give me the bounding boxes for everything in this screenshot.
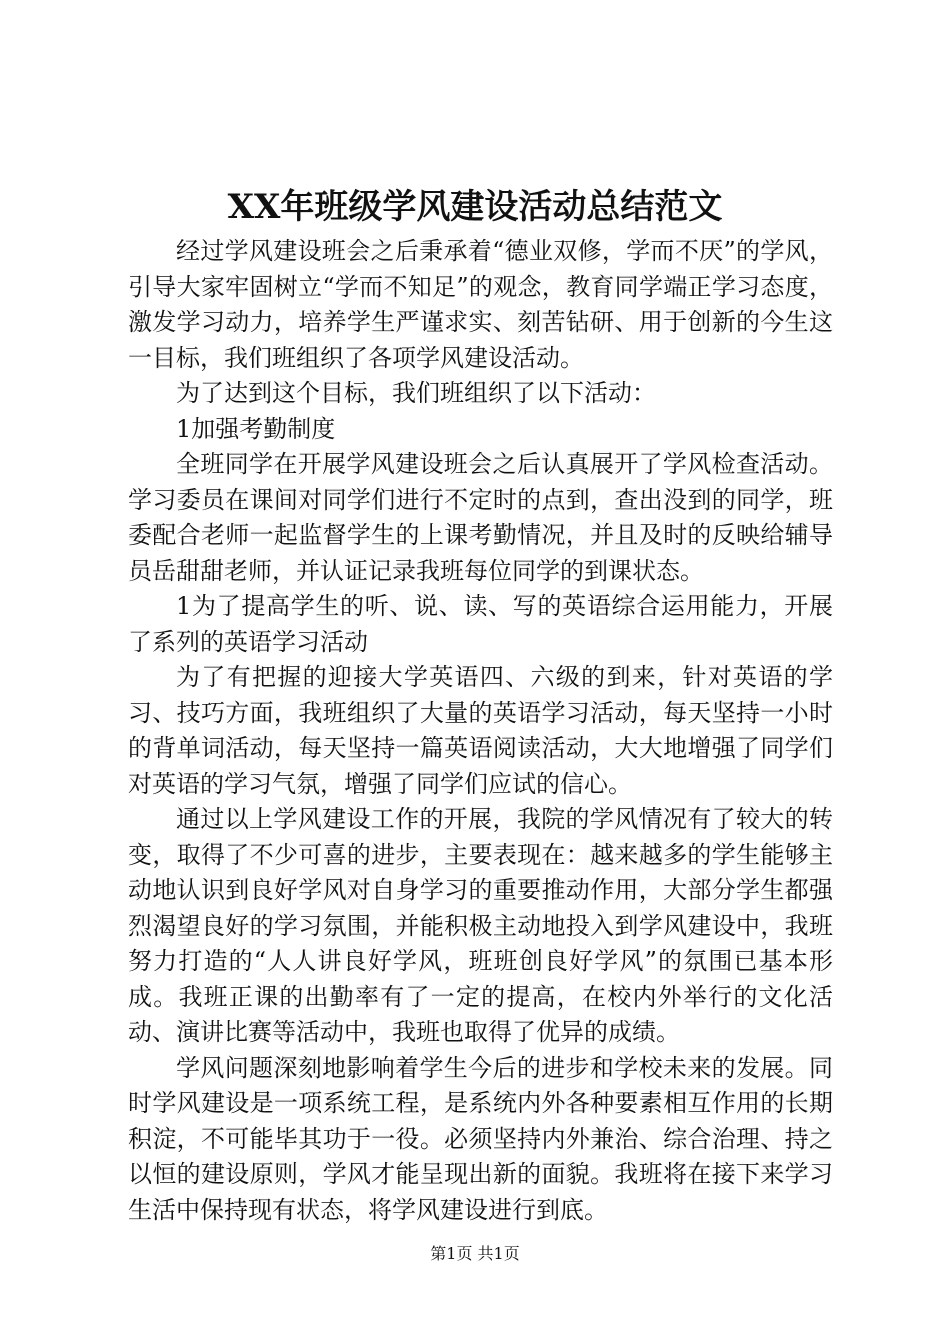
paragraph-results: 通过以上学风建设工作的开展，我院的学风情况有了较大的转变，取得了不少可喜的进步，主要表现在：越来越多的学生能够主动地认识到良好学风对自身学习的重要推动作用，大部分学生都强烈渴望良好的学习氛围，并能积极主动地投入到学风建设中，我班努力打造的“人人讲良好学风，班班创良好学风”的氛围已基本形成。我班正课的出勤率有了一定的提高，在校内外举行的文化活动、演讲比赛等活动中，我班也取得了优异的成绩。 [128,805,833,1046]
paragraph-goal: 为了达到这个目标，我们班组织了以下活动： [176,379,656,407]
section-heading-english: 1为了提高学生的听、说、读、写的英语综合运用能力，开展了系列的英语学习活动 [128,592,833,656]
paragraph-english: 为了有把握的迎接大学英语四、六级的到来，针对英语的学习、技巧方面，我班组织了大量的英语学习活动，每天坚持一小时的背单词活动，每天坚持一篇英语阅读活动，大大地增强了同学们对英语的学习气氛，增强了同学们应试的信心。 [128,663,833,798]
page-footer: 第1页 共1页 [430,1244,520,1263]
document-title: XX年班级学风建设活动总结范文 [227,187,723,227]
document-body [128,234,833,1228]
paragraph-conclusion: 学风问题深刻地影响着学生今后的进步和学校未来的发展。同时学风建设是一项系统工程，是系统内外各种要素相互作用的长期积淀，不可能毕其功于一役。必须坚持内外兼治、综合治理、持之以恒的建设原则，学风才能呈现出新的面貌。我班将在接下来学习生活中保持现有状态，将学风建设进行到底。 [128,1053,833,1224]
section-heading-attendance: 1加强考勤制度 [176,414,336,443]
paragraph-intro: 经过学风建设班会之后秉承着“德业双修，学而不厌”的学风，引导大家牢固树立“学而不知足”的观念，教育同学端正学习态度，激发学习动力，培养学生严谨求实、刻苦钻研、用于创新的今生这一目标，我们班组织了各项学风建设活动。 [128,237,833,372]
paragraph-attendance: 全班同学在开展学风建设班会之后认真展开了学风检查活动。学习委员在课间对同学们进行不定时的点到，查出没到的同学，班委配合老师一起监督学生的上课考勤情况，并且及时的反映给辅导员岳甜甜老师，并认证记录我班每位同学的到课状态。 [128,450,833,585]
